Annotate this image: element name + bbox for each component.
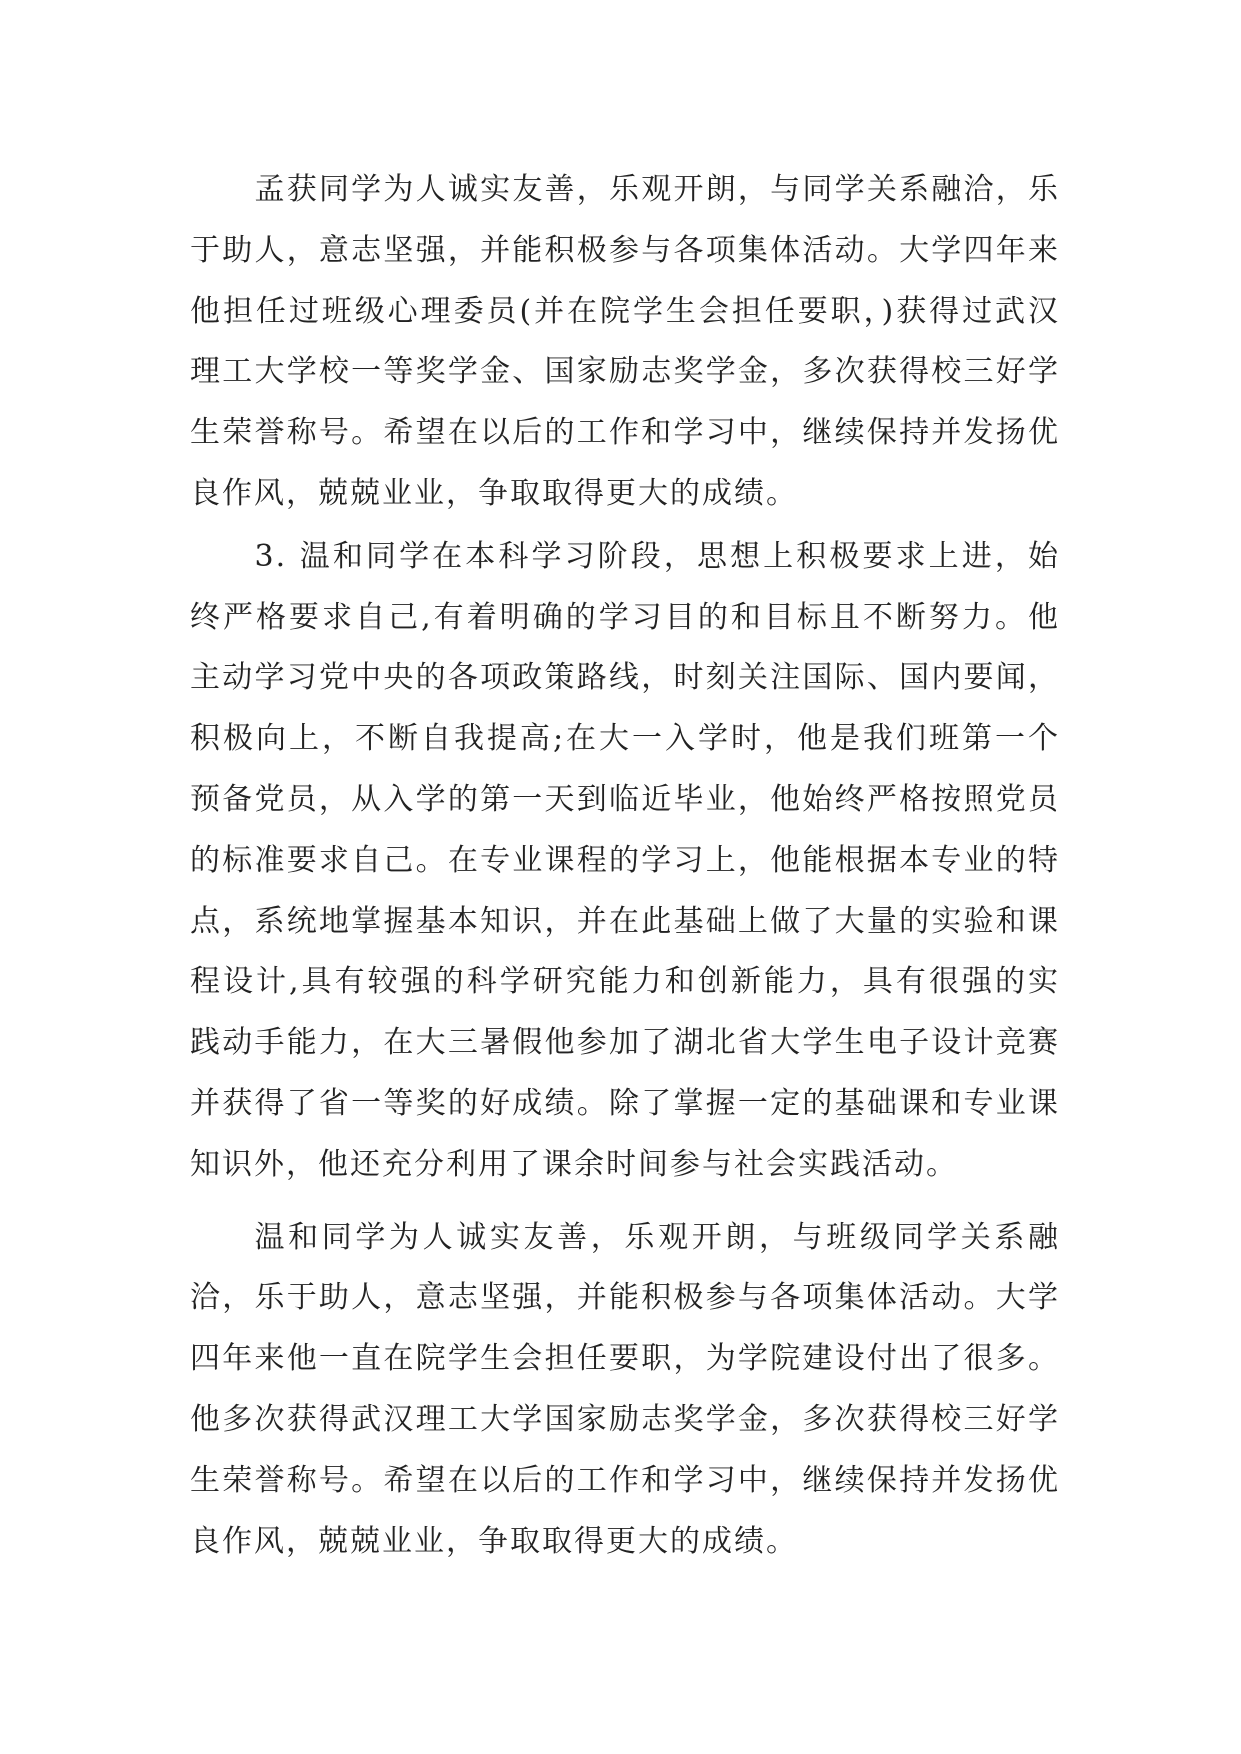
paragraph-wenhe-evaluation: 温和同学为人诚实友善，乐观开朗，与班级同学关系融洽，乐于助人，意志坚强，并能积极参与各项集体活动。大学四年来他一直在院学生会担任要职，为学院建设付出了很多。他多次获得武汉理工大学国家励志奖学金，多次获得校三好学生荣誉称号。希望在以后的工作和学习中，继续保持并发扬优良作风，兢兢业业，争取取得更大的成绩。 xyxy=(190,1219,1060,1559)
document-body xyxy=(190,160,1060,1572)
paragraph-wenhe-study: 3. 温和同学在本科学习阶段，思想上积极要求上进，始终严格要求自己,有着明确的学习目的和目标且不断努力。他主动学习党中央的各项政策路线，时刻关注国际、国内要闻，积极向上，不断自我提高;在大一入学时，他是我们班第一个预备党员，从入学的第一天到临近毕业，他始终严格按照党员的标准要求自己。在专业课程的学习上，他能根据本专业的特点，系统地掌握基本知识，并在此基础上做了大量的实验和课程设计,具有较强的科学研究能力和创新能力，具有很强的实践动手能力，在大三暑假他参加了湖北省大学生电子设计竞赛并获得了省一等奖的好成绩。除了掌握一定的基础课和专业课知识外，他还充分利用了课余时间参与社会实践活动。 xyxy=(190,538,1060,1182)
paragraph-menghuo-evaluation: 孟获同学为人诚实友善，乐观开朗，与同学关系融洽，乐于助人，意志坚强，并能积极参与各项集体活动。大学四年来他担任过班级心理委员(并在院学生会担任要职，)获得过武汉理工大学校一等奖学金、国家励志奖学金，多次获得校三好学生荣誉称号。希望在以后的工作和学习中，继续保持并发扬优良作风，兢兢业业，争取取得更大的成绩。 xyxy=(190,172,1060,511)
